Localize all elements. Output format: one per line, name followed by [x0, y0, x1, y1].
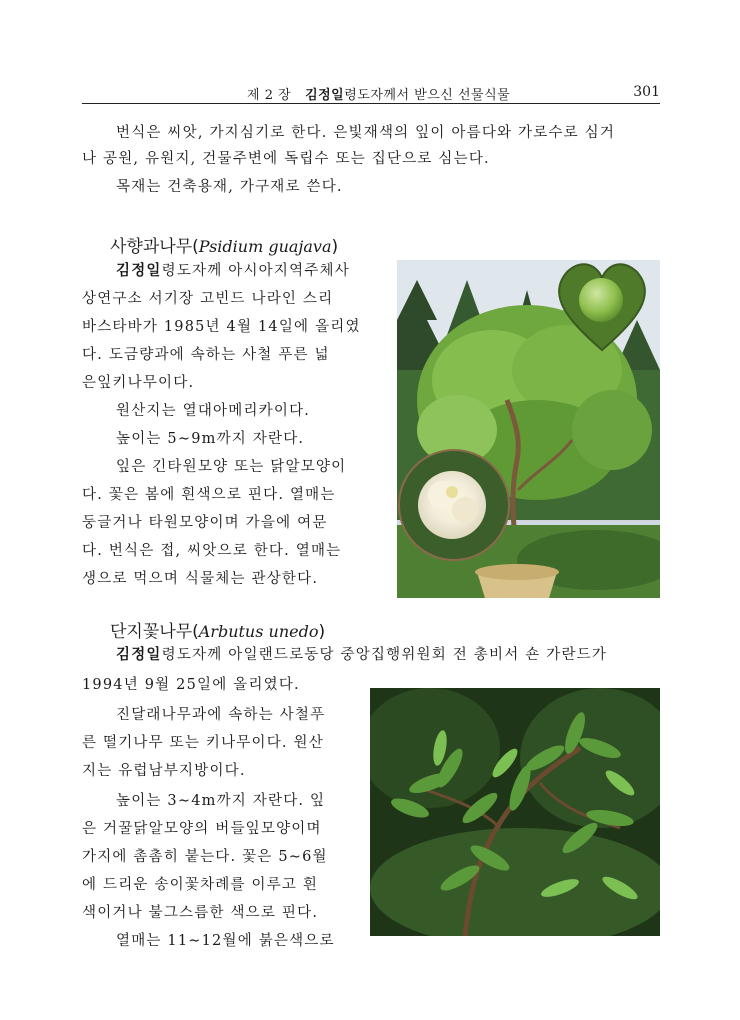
arbutus-heading: 단지꽃나무(Arbutus unedo): [110, 622, 326, 642]
arbutus-line-10: 색이거나 불그스름한 색으로 핀다.: [82, 905, 319, 921]
guava-line-1: 김정일령도자께 아시아지역주체사: [116, 263, 350, 279]
arbutus-line-1: 김정일령도자께 아일랜드로동당 중앙집행위원회 전 총비서 숀 가란드가: [116, 647, 608, 663]
arbutus-latin-name: Arbutus unedo: [198, 622, 319, 641]
guava-line-4: 다. 도금량과에 속하는 사철 푸른 넓: [82, 347, 330, 363]
leader-name: 김정일: [116, 263, 162, 279]
arbutus-shrub-illustration: [370, 688, 660, 936]
guava-line-3: 바스타바가 1985년 4월 14일에 올리였: [82, 319, 361, 335]
page-number: 301: [633, 84, 660, 100]
guava-tree-photo: [397, 260, 660, 598]
arbutus-line-2: 1994년 9월 25일에 올리였다.: [82, 677, 300, 693]
arbutus-line-11: 열매는 11∼12월에 붉은색으로: [116, 933, 335, 949]
intro-line-2: 나 공원, 유원지, 건물주변에 독립수 또는 집단으로 심는다.: [82, 151, 490, 167]
guava-line-12: 생으로 먹으며 식물체는 관상한다.: [82, 571, 319, 587]
guava-latin-name: Psidium guajava: [198, 237, 332, 256]
intro-line-3: 목재는 건축용재, 가구재로 쓴다.: [116, 179, 343, 195]
arbutus-line-6: 높이는 3∼4m까지 자란다. 잎: [116, 793, 326, 809]
running-header: [82, 84, 660, 102]
header-chapter: 제 2 장: [247, 88, 292, 103]
guava-tree-illustration: [397, 260, 660, 598]
header-title: [247, 84, 510, 103]
guava-line-2: 상연구소 서기장 고빈드 나라인 스리: [82, 291, 334, 307]
guava-line-6: 원산지는 열대아메리카이다.: [116, 403, 311, 419]
header-rule: [82, 103, 660, 104]
guava-line-11: 다. 번식은 접, 씨앗으로 한다. 열매는: [82, 543, 342, 559]
arbutus-line-4: 른 떨기나무 또는 키나무이다. 원산: [82, 735, 324, 751]
guava-line-7: 높이는 5∼9m까지 자란다.: [116, 431, 305, 447]
arbutus-shrub-photo: [370, 688, 660, 936]
arbutus-line-8: 가지에 촘촘히 붙는다. 꽃은 5∼6월: [82, 849, 328, 865]
arbutus-line-9: 에 드리운 송이꽃차례를 이루고 흰: [82, 877, 319, 893]
guava-line-9: 다. 꽃은 봄에 흰색으로 핀다. 열매는: [82, 487, 336, 503]
intro-line-1: 번식은 씨앗, 가지심기로 한다. 은빛재색의 잎이 아름다와 가로수로 심거: [116, 125, 616, 141]
arbutus-line-7: 은 거꿀닭알모양의 버들잎모양이며: [82, 821, 322, 837]
guava-line-8: 잎은 긴타원모양 또는 닭알모양이: [116, 459, 347, 475]
header-leader-name: 김정일: [305, 88, 345, 103]
leader-name: 김정일: [116, 647, 162, 663]
guava-line-10: 둥글거나 타원모양이며 가을에 여문: [82, 515, 328, 531]
guava-heading: 사향과나무(Psidium guajava): [110, 237, 339, 257]
arbutus-line-3: 진달래나무과에 속하는 사철푸: [116, 707, 326, 723]
header-title-rest: 령도자께서 받으신 선물식물: [344, 88, 511, 103]
arbutus-line-5: 지는 유럽남부지방이다.: [82, 763, 246, 779]
guava-line-5: 은잎키나무이다.: [82, 375, 195, 391]
